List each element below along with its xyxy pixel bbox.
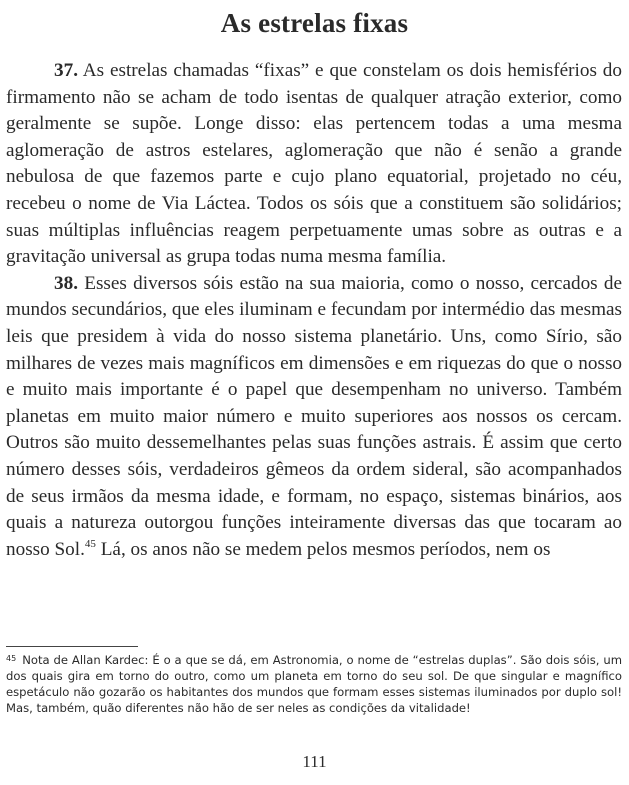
footnote bbox=[6, 651, 622, 716]
paragraph-37 bbox=[6, 58, 622, 271]
paragraph-text: Esses diversos sóis estão na sua maioria, como o nosso, cercados de mundos secundários, que eles iluminam e fecundam por intermédio das mesmas leis que presidem à vida do nosso sistema planetário. Uns, como Sírio, são milhares de vezes mais magníficos em dimensões e em riquezas do que o nosso e muito mais importante é o papel que desempenham no universo. Também planetas em muito maior número e muito superiores aos nossos os cercam. Outros são muito dessemelhantes pelas suas funções astrais. É assim que certo número desses sóis, verdadeiros gêmeos da ordem sideral, são acompanhados de seus irmãos da mesma idade, e formam, no espaço, sistemas binários, aos quais a natureza outorgou funções inteiramente diversas das que tocaram ao nosso Sol. bbox=[6, 272, 622, 560]
paragraph-number: 38. bbox=[54, 272, 78, 294]
footnote-reference[interactable]: 45 bbox=[84, 537, 96, 550]
footnote-divider bbox=[6, 646, 138, 647]
footnote-text: Nota de Allan Kardec: É o a que se dá, em Astronomia, o nome de “estrelas duplas”. São dois sóis, um dos quais gira em torno do outro, como um planeta em torno do seu sol. De que singular e magnífico espetáculo não gozarão os habitantes dos mundos que formam esses sistemas iluminados por duplo sol! Mas, também, quão diferentes não hão de ser neles as condições da vitalidade! bbox=[6, 653, 622, 715]
footnote-marker: 45 bbox=[6, 654, 17, 663]
paragraph-text-continued: Lá, os anos não se medem pelos mesmos períodos, nem os bbox=[95, 538, 551, 560]
chapter-title: As estrelas fixas bbox=[220, 8, 409, 38]
paragraph-text: As estrelas chamadas “fixas” e que constelam os dois hemisférios do firmamento não se acham de todo isentas de qualquer atração exterior, como geralmente se supõe. Longe disso: elas pertencem todas a uma mesma aglomeração de astros estelares, aglomeração que não é senão a grande nebulosa de que fazemos parte e cujo plano equatorial, projetado no céu, recebeu o nome de Via Láctea. Todos os sóis que a constituem são solidários; suas múltiplas influências reagem perpetuamente umas sobre as outras e a gravitação universal as grupa todas numa mesma família. bbox=[6, 60, 622, 268]
body-text bbox=[6, 58, 622, 563]
paragraph-38 bbox=[6, 271, 622, 564]
page-number: 111 bbox=[302, 752, 327, 771]
paragraph-number: 37. bbox=[54, 60, 78, 81]
